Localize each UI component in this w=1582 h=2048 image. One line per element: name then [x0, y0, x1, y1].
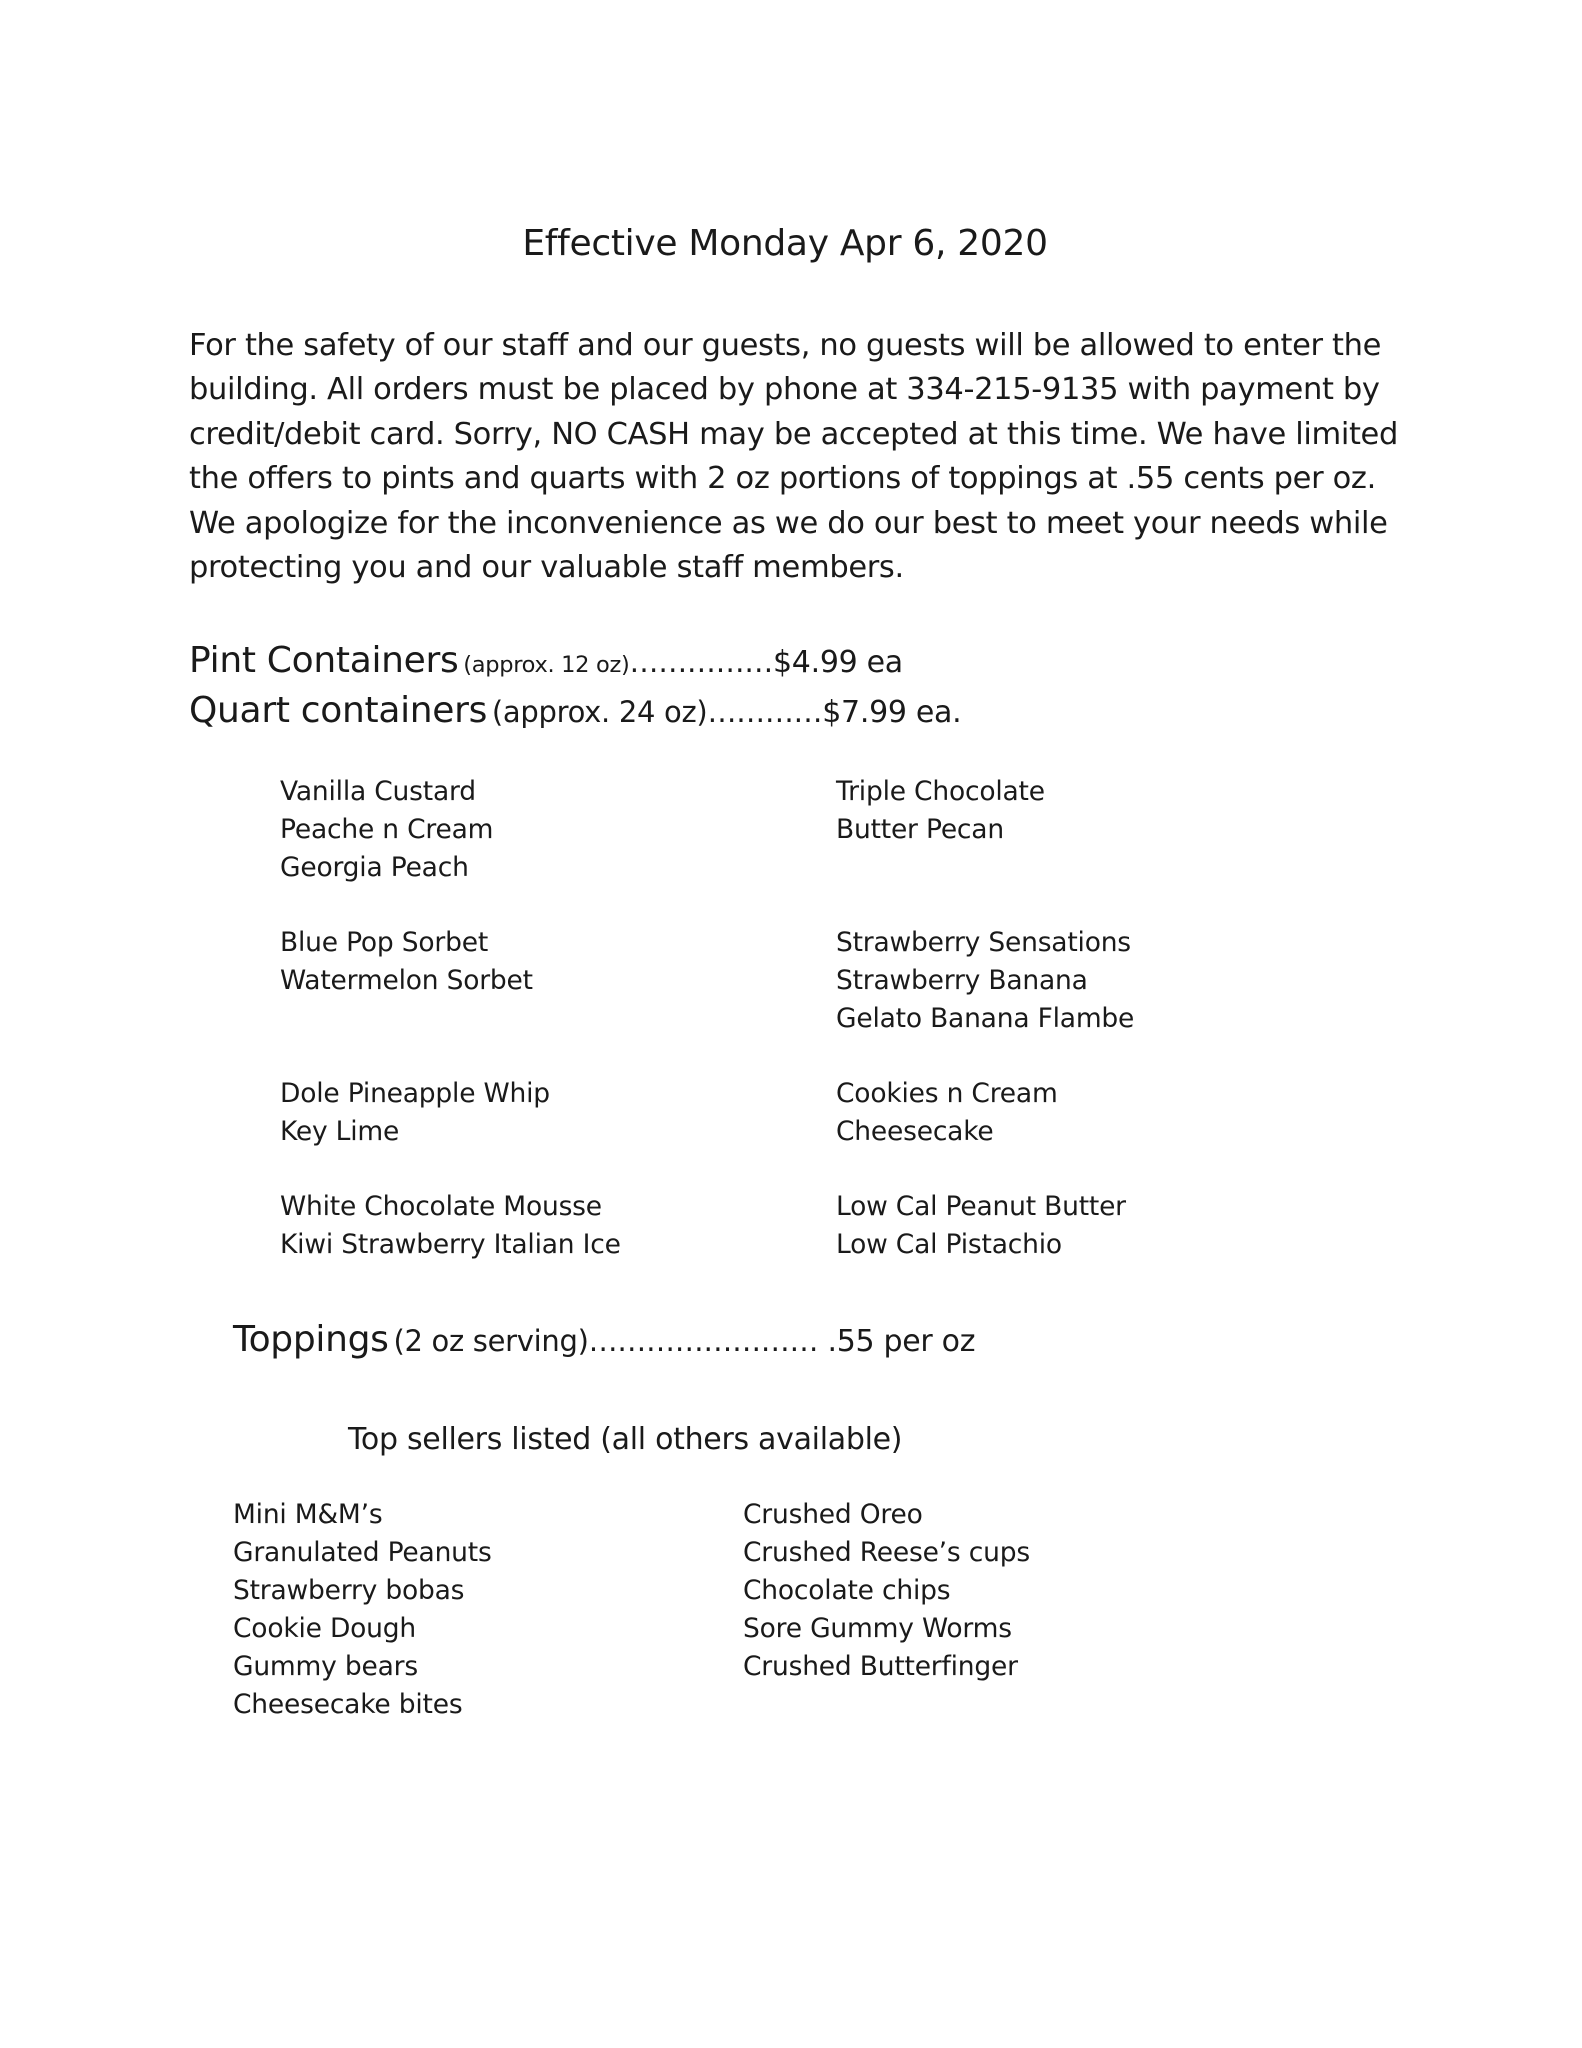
title-text: Effective Monday Apr 6, 2020	[522, 223, 1048, 264]
intro-line: credit/debit card. Sorry, NO CASH may be accepted at this time. We have limited	[189, 416, 1398, 452]
flavor-item: Strawberry Sensations	[836, 927, 1131, 958]
topping-item: Cheesecake bites	[233, 1689, 463, 1720]
toppings-leader-dots: ……………………	[588, 1324, 819, 1358]
flavor-item: Strawberry Banana	[836, 965, 1088, 996]
page-title	[0, 222, 1582, 266]
flavor-item: Kiwi Strawberry Italian Ice	[280, 1229, 621, 1260]
pint-label: Pint Containers	[189, 640, 459, 681]
flavor-item: Vanilla Custard	[280, 776, 476, 807]
intro-line: the offers to pints and quarts with 2 oz portions of toppings at .55 cents per oz.	[189, 461, 1376, 497]
toppings-price: .55 per oz	[818, 1324, 976, 1359]
pint-leader-dots: ……………	[629, 645, 774, 679]
quart-price-line	[189, 690, 961, 731]
intro-line: building. All orders must be placed by phone at 334-215-9135 with payment by	[189, 372, 1380, 408]
topping-item: Chocolate chips	[743, 1575, 951, 1606]
topping-item: Mini M&M’s	[233, 1499, 383, 1530]
intro-paragraph	[189, 324, 1409, 590]
topping-item: Strawberry bobas	[233, 1575, 465, 1606]
toppings-label: Toppings	[233, 1319, 389, 1360]
intro-line: For the safety of our staff and our guests, no guests will be allowed to enter the	[189, 328, 1382, 363]
flavor-item: Blue Pop Sorbet	[280, 927, 489, 958]
topping-item: Sore Gummy Worms	[743, 1613, 1012, 1644]
flavor-item: Georgia Peach	[280, 852, 469, 883]
flavor-item: Butter Pecan	[836, 814, 1004, 845]
quart-leader-dots: …………	[707, 695, 823, 729]
flavor-item: Low Cal Pistachio	[836, 1229, 1062, 1260]
flavor-item: Dole Pineapple Whip	[280, 1078, 550, 1109]
topping-item: Crushed Oreo	[743, 1499, 923, 1530]
intro-line: protecting you and our valuable staff members.	[189, 550, 904, 586]
flavor-item: Cheesecake	[836, 1116, 994, 1147]
flavor-item: Gelato Banana Flambe	[836, 1003, 1135, 1034]
flavor-item: White Chocolate Mousse	[280, 1191, 602, 1222]
flavor-item: Key Lime	[280, 1116, 400, 1147]
pint-price: $4.99 ea	[773, 645, 903, 680]
flavor-item: Watermelon Sorbet	[280, 965, 533, 996]
pint-size-note: (approx. 12 oz)	[463, 652, 630, 678]
quart-price: $7.99 ea.	[822, 695, 962, 730]
topping-item: Granulated Peanuts	[233, 1537, 492, 1568]
quart-size-note: (approx. 24 oz)	[491, 695, 708, 729]
flavor-item: Triple Chocolate	[836, 776, 1045, 807]
toppings-price-line	[233, 1319, 975, 1360]
flavor-item: Cookies n Cream	[836, 1078, 1058, 1109]
intro-line: We apologize for the inconvenience as we do our best to meet your needs while	[189, 505, 1388, 541]
top-sellers-heading: Top sellers listed (all others available)	[348, 1422, 903, 1457]
pint-price-line	[189, 640, 903, 681]
toppings-serving-note: (2 oz serving)	[393, 1324, 589, 1358]
quart-label: Quart containers	[189, 690, 488, 731]
topping-item: Cookie Dough	[233, 1613, 416, 1644]
flavor-item: Low Cal Peanut Butter	[836, 1191, 1126, 1222]
topping-item: Crushed Butterfinger	[743, 1651, 1018, 1682]
topping-item: Gummy bears	[233, 1651, 418, 1682]
topping-item: Crushed Reese’s cups	[743, 1537, 1030, 1568]
flavor-item: Peache n Cream	[280, 814, 494, 845]
